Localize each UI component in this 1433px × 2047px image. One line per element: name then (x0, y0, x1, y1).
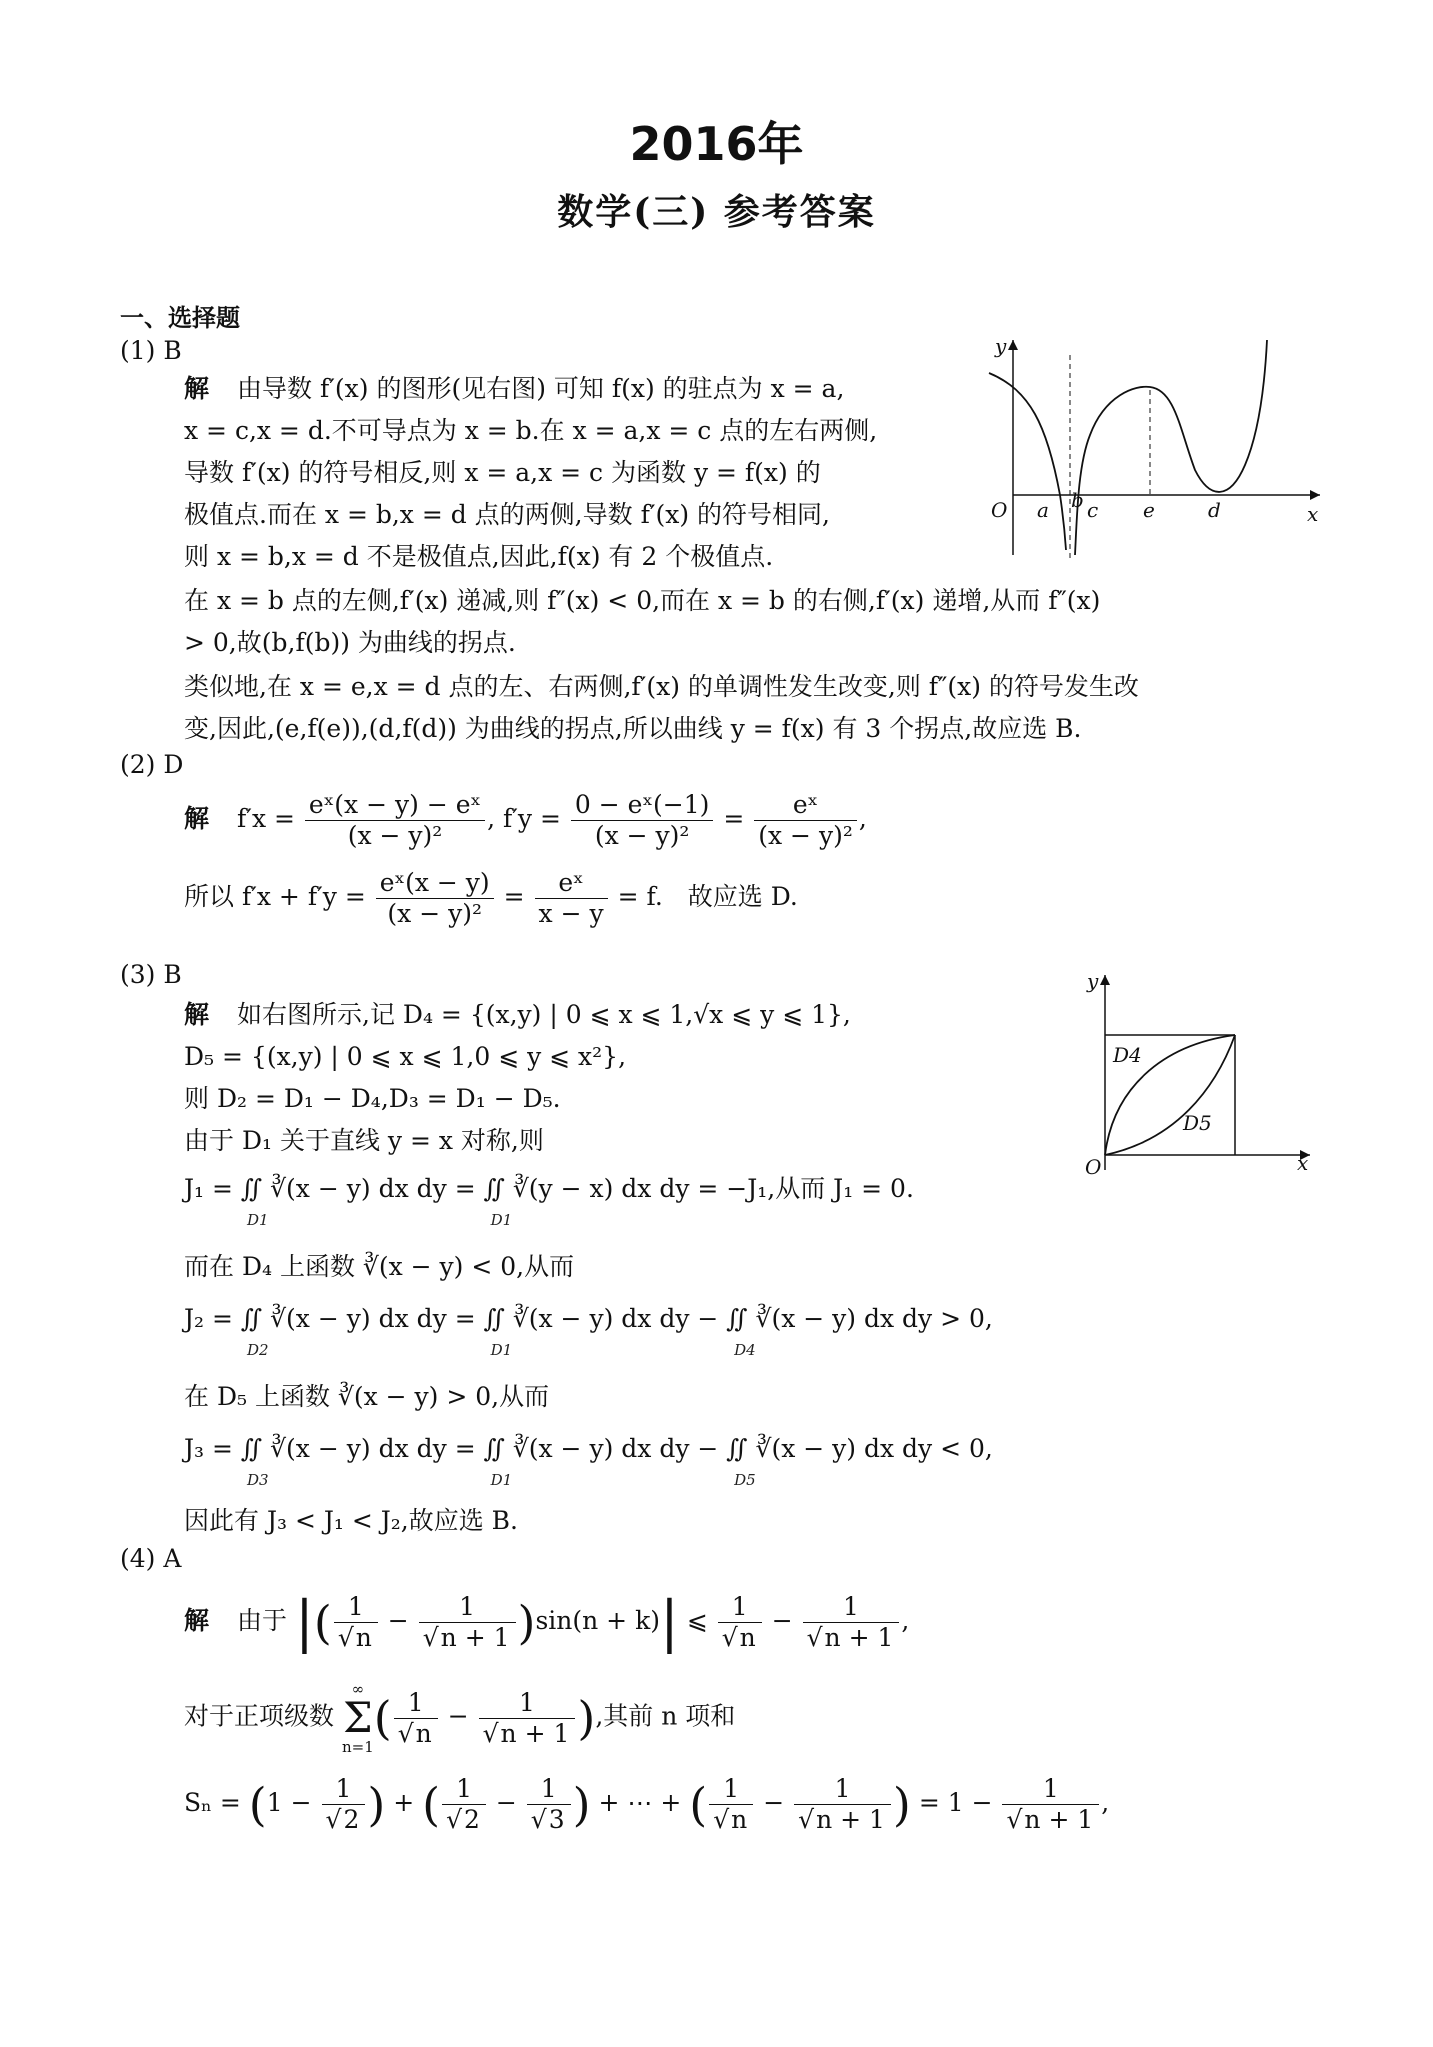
fig1-origin: O (991, 498, 1008, 522)
q2-line-2: 所以 f′x + f′y = $\frac{\text{eˣ(x − y)}}{\text{(x − y)²}}$ = $\frac{\text{eˣ}}{x - y}$ = f. 故应选 D. (184, 868, 798, 928)
fig2-axis-x: x (1297, 1151, 1309, 1175)
derivative-graph-figure (975, 335, 1325, 565)
fig2-region-d4: D4 (1113, 1043, 1142, 1067)
fig1-point-c: c (1087, 498, 1099, 522)
q4-line-2: 对于正项级数 ∞ Σ n=1( $\frac{1}{√n}$ − $\frac{1}{√n + 1}$ ),其前 n 项和 (184, 1680, 736, 1756)
q3-line5-limits: D1 D1 (247, 1211, 513, 1229)
q1-line-7: > 0,故(b,f(b)) 为曲线的拐点. (184, 628, 516, 657)
q2-frac-5: $\frac{\text{eˣ}}{x - y}$ (535, 868, 608, 929)
fig1-point-e: e (1143, 498, 1155, 522)
fig2-axis-y: y (1087, 970, 1099, 993)
q1-line-2: x = c,x = d.不可导点为 x = b.在 x = a,x = c 点的左右两侧, (184, 416, 878, 445)
q3-line-4: 由于 D₁ 关于直线 y = x 对称,则 (184, 1126, 544, 1155)
fig1-point-a: a (1037, 498, 1049, 522)
fig1-point-b: b (1071, 488, 1084, 512)
q2-line-1: 解 f′x = $\frac{\text{eˣ(x − y) − eˣ}}{\text{(x − y)²}}$ , f′y = $\frac{\text{0 − eˣ(−1)}}{\text{(x − y)²}}$ = $\frac{\text{eˣ}}{\text{(x − y)²}}$ , (184, 790, 867, 850)
fig1-axis-x: x (1307, 502, 1319, 526)
q1-line-1: 解 由导数 f′(x) 的图形(见右图) 可知 f(x) 的驻点为 x = a, (184, 374, 845, 403)
fig1-point-d: d (1208, 498, 1221, 522)
q3-line-7: J₂ = ∬ ∛(x − y) dx dy = ∬ ∛(x − y) dx dy − ∬ ∛(x − y) dx dy > 0, (184, 1304, 993, 1333)
q1-line-3: 导数 f′(x) 的符号相反,则 x = a,x = c 为函数 y = f(x) 的 (184, 458, 821, 487)
q1-line-5: 则 x = b,x = d 不是极值点,因此,f(x) 有 2 个极值点. (184, 542, 774, 571)
page-subtitle: 数学(三) 参考答案 (557, 191, 876, 233)
q2-frac-2: $\frac{\text{0 − eˣ(−1)}}{\text{(x − y)²}}$ (571, 790, 714, 851)
q3-line7-limits: D2 D1 D4 (247, 1341, 756, 1359)
q3-line-8: 在 D₅ 上函数 ∛(x − y) > 0,从而 (184, 1382, 550, 1411)
q3-line-6: 而在 D₄ 上函数 ∛(x − y) < 0,从而 (184, 1252, 575, 1281)
question-3-label: (3) B (120, 960, 182, 989)
fig2-region-d5: D5 (1183, 1111, 1212, 1135)
fig2-origin: O (1085, 1155, 1102, 1175)
q1-line-6: 在 x = b 点的左侧,f′(x) 递减,则 f″(x) < 0,而在 x = b 的右侧,f′(x) 递增,从而 f″(x) (184, 586, 1101, 615)
q3-line-3: 则 D₂ = D₁ − D₄,D₃ = D₁ − D₅. (184, 1084, 561, 1113)
region-figure (1065, 970, 1315, 1175)
question-1-label: (1) B (120, 336, 182, 365)
q3-line-5: J₁ = ∬ ∛(x − y) dx dy = ∬ ∛(y − x) dx dy = −J₁,从而 J₁ = 0. (184, 1174, 914, 1203)
q2-frac-1: $\frac{\text{eˣ(x − y) − eˣ}}{\text{(x − y)²}}$ (305, 790, 485, 851)
q1-line-4: 极值点.而在 x = b,x = d 点的两侧,导数 f′(x) 的符号相同, (184, 500, 830, 529)
q3-line-1: 解 如右图所示,记 D₄ = {(x,y) | 0 ⩽ x ⩽ 1,√x ⩽ y ⩽ 1}, (184, 1000, 851, 1029)
page-year-title: 2016年 (629, 117, 804, 171)
question-4-label: (4) A (120, 1544, 182, 1573)
section-title: 一、选择题 (120, 304, 240, 332)
question-2-label: (2) D (120, 750, 184, 779)
q3-line9-limits: D3 D1 D5 (247, 1471, 756, 1489)
sum-symbol: ∞ Σ n=1 (341, 1680, 374, 1756)
q3-line-10: 因此有 J₃ < J₁ < J₂,故应选 B. (184, 1506, 518, 1535)
q4-line-3: Sₙ = (1 − $\frac{1}{√2}$ ) + ( $\frac{1}{√2}$ − $\frac{1}{√3}$ ) + ⋯ + ( $\frac{1}{√n}$ − $\frac{1}{√n + 1}$ ) = 1 − $\frac{1}{√n + 1}$ , (184, 1774, 1110, 1834)
q2-frac-4: $\frac{\text{eˣ(x − y)}}{\text{(x − y)²}}$ (376, 868, 494, 929)
q4-line-1: 解 由于 |( $\frac{1}{√n}$ − $\frac{1}{√n + 1}$ )sin(n + k)| ⩽ $\frac{1}{√n}$ − $\frac{1}{√n + 1}$ , (184, 1589, 910, 1655)
q1-line-9: 变,因此,(e,f(e)),(d,f(d)) 为曲线的拐点,所以曲线 y = f(x) 有 3 个拐点,故应选 B. (184, 714, 1082, 743)
q1-line-8: 类似地,在 x = e,x = d 点的左、右两侧,f′(x) 的单调性发生改变,则 f″(x) 的符号发生改 (184, 672, 1139, 701)
q2-frac-3: $\frac{\text{eˣ}}{\text{(x − y)²}}$ (754, 790, 857, 851)
q3-line-2: D₅ = {(x,y) | 0 ⩽ x ⩽ 1,0 ⩽ y ⩽ x²}, (184, 1042, 627, 1071)
fig1-axis-y: y (995, 335, 1007, 358)
jie-label: 解 (184, 374, 210, 403)
q3-line-9: J₃ = ∬ ∛(x − y) dx dy = ∬ ∛(x − y) dx dy − ∬ ∛(x − y) dx dy < 0, (184, 1434, 993, 1463)
